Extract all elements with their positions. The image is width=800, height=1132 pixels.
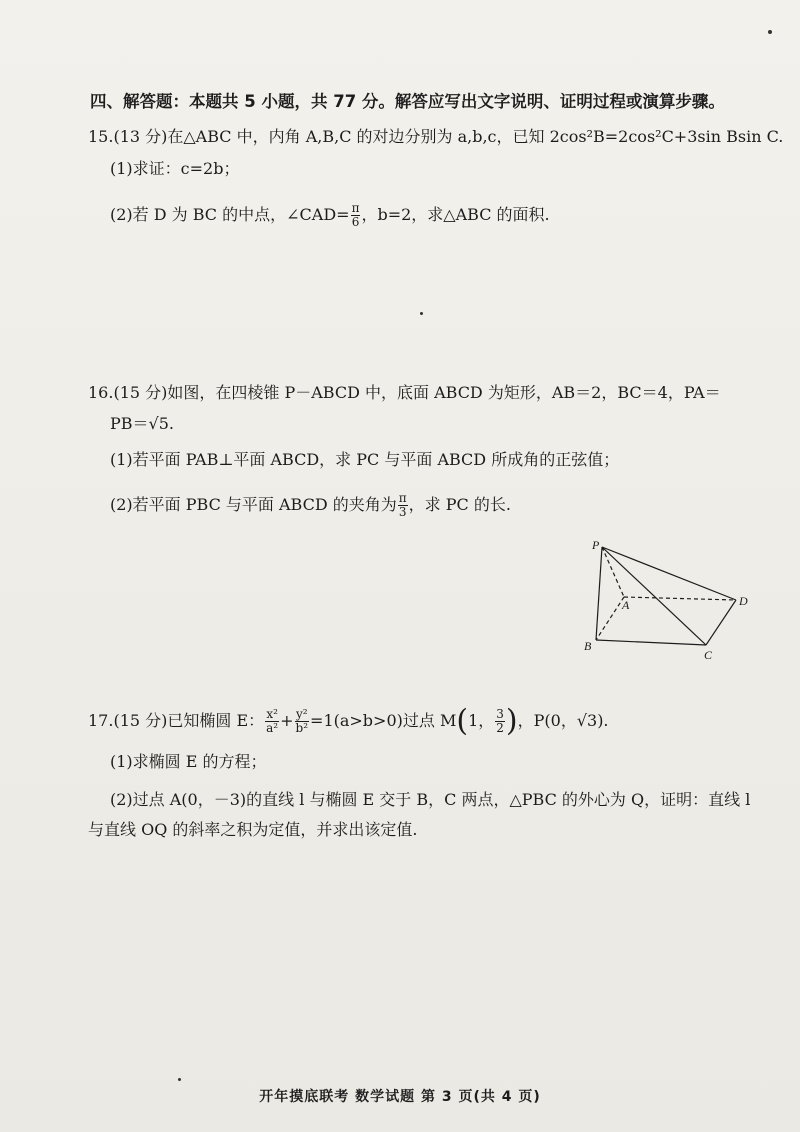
q17-left-paren: (	[456, 703, 469, 739]
edge-pb	[596, 547, 602, 640]
pyramid-figure	[580, 535, 760, 665]
q17-frac1	[265, 708, 279, 735]
label-c: C	[704, 648, 713, 662]
q15-frac-num: π	[351, 201, 360, 215]
q15-stem: 15.(13 分)在△ABC 中，内角 A,B,C 的对边分别为 a,b,c，已知 2cos²B=2cos²C+3sin Bsin C.	[88, 127, 784, 146]
q17-frac2-num: y²	[295, 707, 308, 721]
label-a: A	[622, 598, 630, 612]
edge-ad	[624, 597, 736, 600]
label-b: B	[584, 639, 592, 653]
q16-part2-text-a: (2)若平面 PBC 与平面 ABCD 的夹角为	[110, 495, 397, 514]
label-p: P	[592, 538, 600, 552]
q17-stem-text-a: 17.(15 分)已知椭圆 E：	[88, 711, 265, 730]
q15-frac-den: 6	[351, 215, 360, 229]
q17-frac1-den: a²	[266, 721, 279, 735]
q17-stem-text-b: =1(a>b>0)过点 M	[310, 711, 457, 730]
q16-part2	[110, 492, 511, 519]
scan-speck	[420, 312, 423, 315]
q17-point-frac-num: 3	[496, 707, 504, 721]
edge-bc	[596, 640, 706, 645]
q17-stem-text-c: ，P(0，√3).	[517, 711, 609, 730]
page-footer: 开年摸底联考 数学试题 第 3 页(共 4 页)	[259, 1089, 541, 1105]
q16-stem-line2: PB＝√5.	[110, 414, 174, 433]
q15-part2-fraction	[351, 202, 361, 229]
q17-point-a: 1，	[468, 711, 495, 730]
q16-part1: (1)若平面 PAB⊥平面 ABCD，求 PC 与平面 ABCD 所成角的正弦值；	[110, 450, 620, 469]
q16-part2-text-b: ，求 PC 的长.	[408, 495, 511, 514]
q17-part2-line2: 与直线 OQ 的斜率之积为定值，并求出该定值.	[88, 820, 418, 839]
q17-plus: +	[280, 711, 294, 730]
q16-frac-num: π	[398, 491, 407, 505]
q17-part1: (1)求椭圆 E 的方程；	[110, 752, 267, 771]
q15-part2	[110, 202, 550, 229]
q17-point-frac-den: 2	[496, 721, 504, 735]
label-d: D	[739, 594, 748, 608]
q17-frac2-den: b²	[295, 721, 309, 735]
q16-part2-fraction	[398, 492, 408, 519]
q15-part1: (1)求证：c=2b；	[110, 159, 240, 178]
scan-speck	[178, 1078, 181, 1081]
q17-frac1-num: x²	[266, 707, 278, 721]
q17-frac2	[295, 708, 310, 735]
edge-pc	[602, 547, 706, 645]
scan-speck	[768, 30, 772, 34]
q15-part2-text-b: ，b=2，求△ABC 的面积.	[361, 205, 550, 224]
q15-part2-text-a: (2)若 D 为 BC 的中点，∠CAD=	[110, 205, 350, 224]
q17-point-frac	[495, 708, 505, 735]
edge-cd	[706, 600, 736, 645]
q17-stem	[88, 703, 609, 739]
edge-ab	[596, 597, 624, 640]
q17-right-paren: )	[505, 703, 518, 739]
section-header: 四、解答题：本题共 5 小题，共 77 分。解答应写出文字说明、证明过程或演算步骤。	[90, 92, 725, 111]
q17-part2-line1: (2)过点 A(0，－3)的直线 l 与椭圆 E 交于 B，C 两点，△PBC 的外心为 Q，证明：直线 l	[110, 790, 751, 809]
q16-frac-den: 3	[398, 505, 407, 519]
q16-stem-line1: 16.(15 分)如图，在四棱锥 P－ABCD 中，底面 ABCD 为矩形，AB＝2，BC＝4，PA＝	[88, 383, 721, 402]
